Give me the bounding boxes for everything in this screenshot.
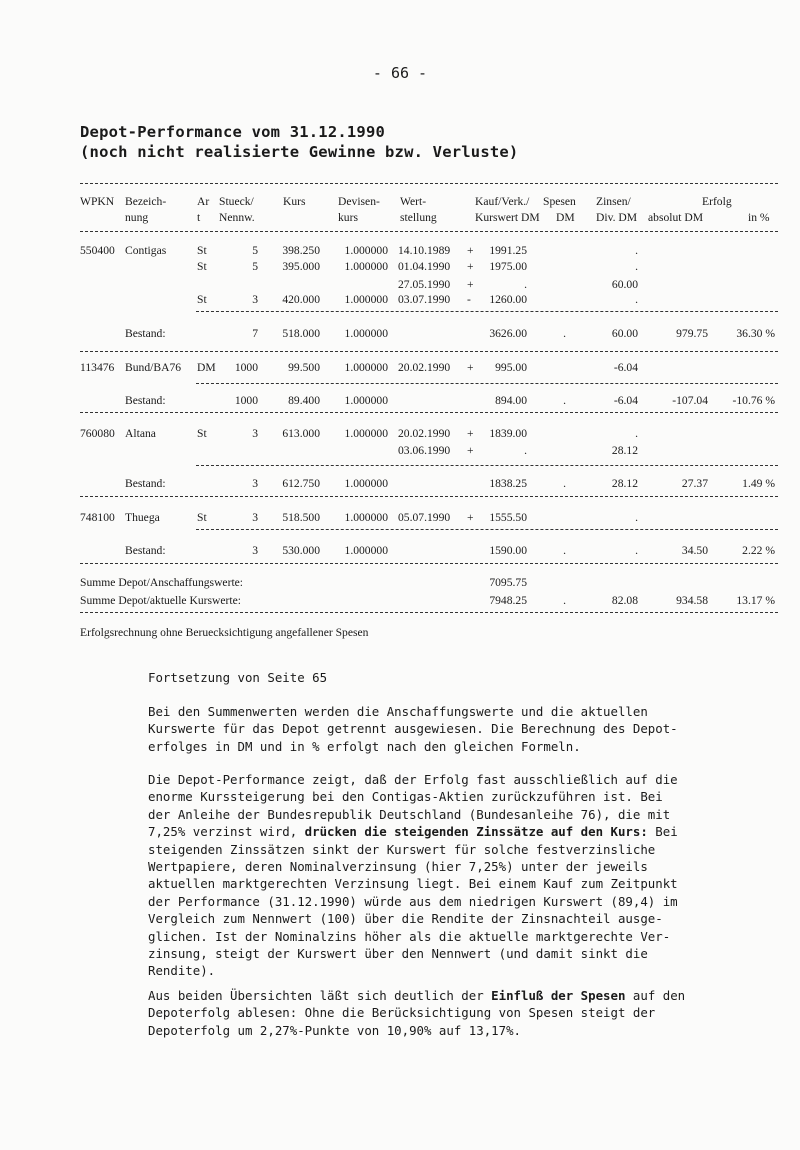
header-zinsen-2: Div. DM: [596, 211, 638, 224]
text-line: [148, 806, 748, 823]
cell-sign: +: [467, 260, 474, 273]
cell-kurswert: 1839.00: [489, 427, 527, 440]
cell-kurswert: 1838.25: [489, 477, 527, 490]
cell-kurswert: .: [524, 278, 527, 291]
cell-wertstellung: 01.04.1990: [398, 260, 451, 273]
cell-zinsen: 28.12: [611, 477, 638, 490]
cell-wertstellung: 27.05.1990: [398, 278, 451, 291]
header-absolut: absolut DM: [648, 211, 704, 224]
text-segment: Die Depot-Performance zeigt, daß der Erfolg fast ausschließlich auf die: [148, 772, 678, 787]
cell-erfolg-prozent: -10.76 %: [732, 394, 775, 407]
cell-devisenkurs: 1.000000: [344, 511, 388, 524]
cell-kurs: 613.000: [282, 427, 320, 440]
cell-kurs: 420.000: [282, 293, 320, 306]
cell-stueck: 5: [252, 244, 258, 257]
header-erfolg: Erfolg: [702, 195, 732, 208]
cell-zinsen: .: [635, 244, 638, 257]
table-divider: [196, 529, 778, 530]
text-segment: Vergleich zum Nennwert (100) über die Rendite der Zinsnachteil ausge-: [148, 911, 663, 927]
cell-zinsen: -6.04: [613, 361, 638, 374]
cell-name: Bestand:: [125, 394, 166, 407]
cell-name: Bestand:: [125, 327, 166, 340]
cell-name: Thuega: [125, 511, 160, 524]
table-divider: [80, 231, 778, 232]
header-kauf: Kauf/Verk./: [475, 195, 530, 208]
page-subtitle: (noch nicht realisierte Gewinne bzw. Verluste): [80, 143, 519, 161]
cell-erfolg-absolut: 979.75: [676, 327, 708, 340]
header-art: Ar: [197, 195, 210, 208]
cell-zinsen: 60.00: [611, 327, 638, 340]
cell-devisenkurs: 1.000000: [344, 244, 388, 257]
header-zinsen: Zinsen/: [596, 195, 631, 208]
text-line: [148, 788, 748, 805]
header-kurs: Kurs: [283, 195, 306, 208]
cell-wpkn: 760080: [80, 427, 115, 440]
cell-kurswert: .: [524, 444, 527, 457]
summary-erfolg-prozent: 13.17 %: [736, 594, 775, 607]
cell-name: Contigas: [125, 244, 167, 257]
cell-devisenkurs: 1.000000: [344, 427, 388, 440]
summary-spesen: .: [563, 594, 566, 607]
header-bezeichnung-2: nung: [125, 211, 149, 224]
summary-zinsen: 82.08: [611, 594, 638, 607]
summary-label: Summe Depot/Anschaffungswerte:: [80, 576, 244, 589]
summary-erfolg-absolut: 934.58: [676, 594, 708, 607]
cell-kurswert: 1260.00: [489, 293, 527, 306]
cell-art: St: [197, 244, 207, 257]
cell-kurswert: 1975.00: [489, 260, 527, 273]
text-line: [148, 893, 748, 910]
cell-zinsen: .: [635, 511, 638, 524]
text-segment: enorme Kurssteigerung bei den Contigas-Aktien zurückzuführen ist. Bei: [148, 789, 663, 805]
cell-kurs: 89.400: [288, 394, 320, 407]
text-line: [148, 841, 748, 858]
cell-devisenkurs: 1.000000: [344, 394, 388, 407]
cell-devisenkurs: 1.000000: [344, 361, 388, 374]
header-spesen: Spesen: [543, 195, 576, 208]
cell-stueck: 3: [252, 511, 258, 524]
summary-label: Summe Depot/aktuelle Kurswerte:: [80, 594, 241, 607]
table-divider: [196, 383, 778, 384]
cell-art: St: [197, 427, 207, 440]
cell-stueck: 5: [252, 260, 258, 273]
text-line: Kurswerte für das Depot getrennt ausgewiesen. Die Berechnung des Depot-: [148, 721, 678, 737]
table-divider: [80, 563, 778, 564]
cell-sign: +: [467, 244, 474, 257]
text-line: [148, 928, 748, 945]
cell-zinsen: .: [635, 544, 638, 557]
header-spesen-2: DM: [556, 211, 575, 224]
table-footnote: Erfolgsrechnung ohne Beruecksichtigung angefallener Spesen: [80, 626, 369, 639]
cell-devisenkurs: 1.000000: [344, 327, 388, 340]
table-divider: [196, 465, 778, 466]
text-segment: aktuellen marktgerechten Verzinsung liegt. Bei einem Kauf zum Zeitpunkt: [148, 876, 678, 892]
cell-kurs: 530.000: [282, 544, 320, 557]
cell-devisenkurs: 1.000000: [344, 544, 388, 557]
text-line: [148, 945, 748, 962]
cell-stueck: 1000: [234, 394, 258, 407]
cell-kurs: 518.000: [282, 327, 320, 340]
summary-kurswert: 7948.25: [489, 594, 527, 607]
cell-sign: +: [467, 278, 474, 291]
text-line: [148, 987, 748, 1004]
cell-erfolg-absolut: 27.37: [681, 477, 708, 490]
cell-wertstellung: 20.02.1990: [398, 361, 451, 374]
text-line: [148, 875, 748, 892]
text-segment: der Anleihe der Bundesrepublik Deutschland (Bundesanleihe 76), die mit: [148, 806, 671, 822]
cell-wertstellung: 03.06.1990: [398, 444, 451, 457]
cell-name: Altana: [125, 427, 156, 440]
text-line: [148, 962, 748, 979]
cell-kurswert: 894.00: [495, 394, 527, 407]
cell-kurswert: 1555.50: [489, 511, 527, 524]
cell-devisenkurs: 1.000000: [344, 477, 388, 490]
cell-zinsen: .: [635, 293, 638, 306]
cell-zinsen: .: [635, 427, 638, 440]
section-heading: Fortsetzung von Seite 65: [148, 670, 328, 685]
header-stueck-2: Nennw.: [219, 211, 255, 224]
text-line: [148, 771, 748, 788]
text-segment: steigenden Zinssätzen sinkt der Kurswert für solche festverzinsliche: [148, 841, 656, 857]
cell-sign: +: [467, 427, 474, 440]
text-line: [148, 858, 748, 875]
page-number: - 66 -: [372, 64, 428, 82]
cell-spesen: .: [563, 477, 566, 490]
cell-stueck: 1000: [234, 361, 258, 374]
cell-wpkn: 550400: [80, 244, 115, 257]
paragraph-1: [148, 703, 748, 755]
cell-kurs: 395.000: [282, 260, 320, 273]
header-wert: Wert-: [400, 195, 427, 208]
text-segment: auf den: [625, 988, 686, 1003]
cell-zinsen: .: [635, 260, 638, 273]
text-segment: zinsung, steigt der Kurswert über den Nennwert (und damit sinkt die: [148, 946, 648, 962]
text-line: [148, 823, 748, 840]
table-divider: [80, 612, 778, 613]
header-devisen: Devisen-: [338, 195, 380, 208]
cell-zinsen: 28.12: [611, 444, 638, 457]
text-line: [148, 1004, 748, 1021]
summary-kurswert: 7095.75: [489, 576, 527, 589]
cell-spesen: .: [563, 327, 566, 340]
paragraph-2: [148, 771, 748, 980]
cell-wertstellung: 05.07.1990: [398, 511, 451, 524]
table-divider: [80, 496, 778, 497]
cell-stueck: 3: [252, 544, 258, 557]
cell-art: St: [197, 260, 207, 273]
cell-kurswert: 995.00: [495, 361, 527, 374]
text-segment: Aus beiden Übersichten läßt sich deutlich der: [148, 988, 492, 1003]
header-wpkn: WPKN: [80, 195, 115, 208]
cell-art: St: [197, 511, 207, 524]
text-line: erfolges in DM und in % erfolgt nach den gleichen Formeln.: [148, 738, 581, 754]
header-bezeichnung: Bezeich-: [125, 195, 167, 208]
text-line: [148, 910, 748, 927]
cell-kurs: 99.500: [288, 361, 320, 374]
cell-stueck: 3: [252, 477, 258, 490]
cell-erfolg-prozent: 2.22 %: [742, 544, 775, 557]
text-segment: 7,25% verzinst wird,: [148, 824, 305, 840]
cell-name: Bestand:: [125, 477, 166, 490]
cell-devisenkurs: 1.000000: [344, 260, 388, 273]
cell-kurs: 612.750: [282, 477, 320, 490]
cell-wertstellung: 03.07.1990: [398, 293, 451, 306]
table-divider: [80, 351, 778, 352]
cell-spesen: .: [563, 544, 566, 557]
text-segment: glichen. Ist der Nominalzins höher als die aktuelle marktgerechte Ver-: [148, 928, 671, 944]
cell-sign: -: [467, 293, 471, 306]
cell-erfolg-absolut: 34.50: [681, 544, 708, 557]
header-wert-2: stellung: [400, 211, 437, 224]
header-art-2: t: [197, 211, 201, 224]
cell-spesen: .: [563, 394, 566, 407]
cell-stueck: 3: [252, 293, 258, 306]
cell-erfolg-absolut: -107.04: [672, 394, 708, 407]
table-divider: [80, 412, 778, 413]
header-prozent: in %: [748, 211, 770, 224]
cell-kurs: 518.500: [282, 511, 320, 524]
header-kauf-2: Kurswert DM: [475, 211, 540, 224]
text-line: Bei den Summenwerten werden die Anschaffungswerte und die aktuellen: [148, 704, 648, 719]
cell-wpkn: 748100: [80, 511, 115, 524]
cell-art: DM: [197, 361, 216, 374]
cell-devisenkurs: 1.000000: [344, 293, 388, 306]
cell-stueck: 3: [252, 427, 258, 440]
cell-wertstellung: 20.02.1990: [398, 427, 451, 440]
cell-art: St: [197, 293, 207, 306]
text-segment: Depoterfolg ablesen: Ohne die Berücksichtigung von Spesen steigt der: [148, 1005, 656, 1021]
emphasis-text: Einfluß der Spesen: [491, 988, 626, 1003]
cell-kurswert: 1590.00: [489, 544, 527, 557]
cell-erfolg-prozent: 1.49 %: [742, 477, 775, 490]
text-segment: der Performance (31.12.1990) würde aus dem niedrigen Kurswert (89,4) im: [148, 893, 678, 909]
cell-name: Bestand:: [125, 544, 166, 557]
cell-sign: +: [467, 444, 474, 457]
text-segment: Wertpapiere, deren Nominalverzinsung (hier 7,25%) unter der jeweils: [148, 859, 648, 875]
text-line: [148, 1022, 748, 1039]
cell-kurs: 398.250: [282, 244, 320, 257]
text-segment: Depoterfolg um 2,27%-Punkte von 10,90% auf 13,17%.: [148, 1022, 521, 1038]
cell-wertstellung: 14.10.1989: [398, 244, 451, 257]
cell-stueck: 7: [252, 327, 258, 340]
text-segment: Rendite).: [148, 963, 216, 979]
header-devisen-2: kurs: [338, 211, 358, 224]
paragraph-3: [148, 987, 748, 1039]
cell-sign: +: [467, 511, 474, 524]
cell-name: Bund/BA76: [125, 361, 182, 374]
cell-zinsen: 60.00: [611, 278, 638, 291]
cell-wpkn: 113476: [80, 361, 115, 374]
table-divider: [80, 183, 778, 184]
cell-kurswert: 3626.00: [489, 327, 527, 340]
header-stueck: Stueck/: [219, 195, 254, 208]
cell-sign: +: [467, 361, 474, 374]
emphasis-text: drücken die steigenden Zinssätze auf den Kurs:: [304, 824, 648, 840]
cell-zinsen: -6.04: [613, 394, 638, 407]
page-title: Depot-Performance vom 31.12.1990: [80, 123, 386, 141]
cell-erfolg-prozent: 36.30 %: [736, 327, 775, 340]
table-divider: [196, 311, 778, 312]
text-segment: Bei: [647, 824, 678, 840]
cell-kurswert: 1991.25: [489, 244, 527, 257]
